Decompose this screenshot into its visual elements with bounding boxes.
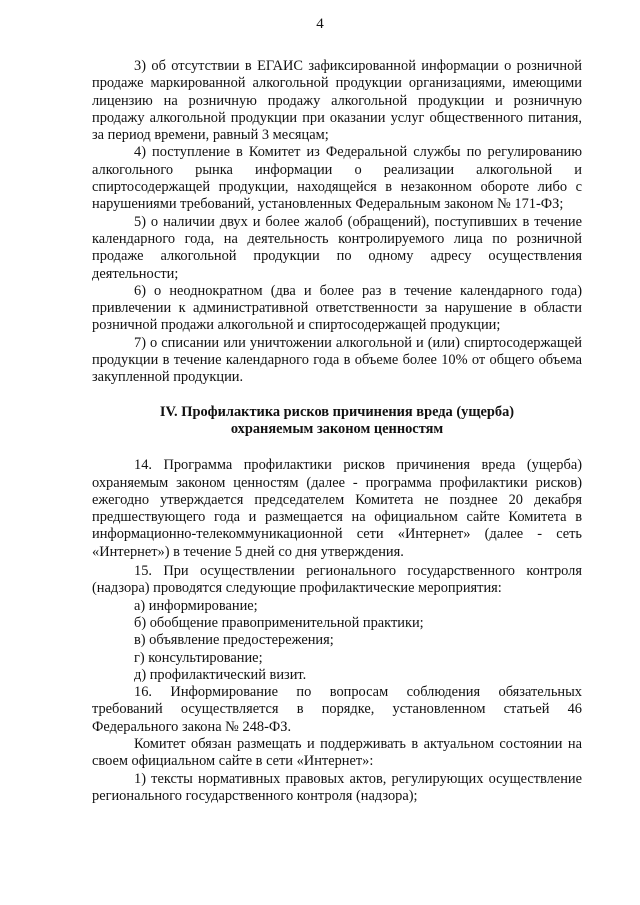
section-heading-line2: охраняемым законом ценностям [230, 420, 444, 437]
paragraph-16: 16. Информирование по вопросам соблюдения обязательных требований осуществляется в порядке, установленном статьей 46 Федерального закона № 248-ФЗ. [92, 684, 582, 735]
list-item-g: г) консультирование; [134, 649, 263, 666]
list-item-b: б) обобщение правоприменительной практики; [134, 614, 424, 631]
paragraph-15: 15. При осуществлении регионального государственного контроля (надзора) проводятся следующие профилактические мероприятия: [92, 563, 582, 597]
paragraph-duty-item-1: 1) тексты нормативных правовых актов, регулирующих осуществление регионального государственного контроля (надзора); [92, 770, 582, 804]
paragraph-committee-duty: Комитет обязан размещать и поддерживать в актуальном состоянии на своем официальном сайте в сети «Интернет»: [92, 735, 582, 770]
paragraph-item-4: 4) поступление в Комитет из Федеральной службы по регулированию алкогольного рынка информации о реализации алкогольной и спиртосодержащей продукции, находящейся в незаконном обороте либо с нарушениями требований, установленных Федеральным законом № 171-ФЗ; [92, 144, 582, 213]
page-number: 4 [316, 16, 324, 32]
list-item-a: а) информирование; [134, 597, 258, 614]
paragraph-item-3: 3) об отсутствии в ЕГАИС зафиксированной информации о розничной продаже маркированной алкогольной продукции организациями, имеющими лицензию на розничную продажу алкогольной продукции и розничную продажу алкогольной продукции при оказании услуг общественного питания, за период времени, равный 3 месяцам; [92, 58, 582, 144]
paragraph-item-5: 5) о наличии двух и более жалоб (обращений), поступивших в течение календарного года, на деятельность контролируемого лица по розничной продаже алкогольной продукции по одному адресу осуществления деятельности; [92, 213, 582, 282]
paragraph-item-6: 6) о неоднократном (два и более раз в течение календарного года) привлечении к административной ответственности за нарушение в области розничной продажи алкогольной и спиртосодержащей продукции; [92, 282, 582, 334]
paragraph-item-7: 7) о списании или уничтожении алкогольной и (или) спиртосодержащей продукции в течение календарного года в объеме более 10% от общего объема закупленной продукции. [92, 334, 582, 386]
section-heading-line1: IV. Профилактика рисков причинения вреда (ущерба) [159, 403, 515, 420]
paragraph-14: 14. Программа профилактики рисков причинения вреда (ущерба) охраняемым законом ценностям (далее - программа профилактики рисков) ежегодно утверждается председателем Комитета не позднее 20 декабря предшествующего года и размещается на официальном сайте Комитета в информационно-телекоммуникационной сети «Интернет» (далее - сеть «Интернет») в течение 5 дней со дня утверждения. [92, 457, 582, 560]
list-item-d: д) профилактический визит. [134, 666, 307, 683]
section-heading [92, 404, 582, 439]
document-body [92, 58, 582, 805]
list-item-v: в) объявление предостережения; [134, 632, 334, 649]
